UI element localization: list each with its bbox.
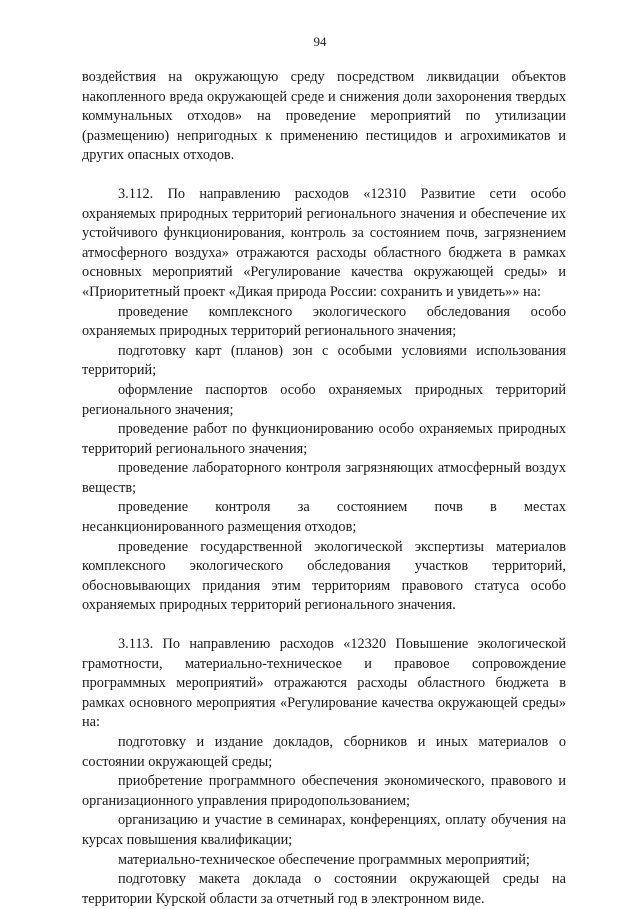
list-item: проведение контроля за состоянием почв в местах несанкционированного размещения отходов;	[82, 499, 566, 536]
list-item: подготовку макета доклада о состоянии окружающей среды на территории Курской области за отчетный год в электронном виде.	[82, 871, 566, 907]
list-item: проведение лабораторного контроля загрязняющих атмосферный воздух веществ;	[82, 460, 566, 496]
list-item: проведение комплексного экологического обследования особо охраняемых природных территорий регионального значения;	[82, 303, 566, 340]
paragraph-section-3-113: 3.113. По направлению расходов «12320 Повышение экологической грамотности, материально-техническое и правовое сопровождение программных мероприятий» отражаются расходы областного бюджета в рамках основного мероприятия «Регулирование качества окружающей среды» на:	[82, 636, 566, 731]
list-item: подготовку и издание докладов, сборников и иных материалов о состоянии окружающей среды;	[82, 734, 566, 770]
list-item: подготовку карт (планов) зон с особыми условиями использования территорий;	[82, 342, 566, 379]
paragraph-continuation: воздействия на окружающую среду посредством ликвидации объектов накопленного вреда окружающей среде и снижения доли захоронения твердых коммунальных отходов» на проведение мероприятий по утилизации (размещению) непригодных к применению пестицидов и агрохимикатов и других опасных отходов.	[82, 69, 566, 164]
paragraph-section-3-112: 3.112. По направлению расходов «12310 Развитие сети особо охраняемых природных территорий регионального значения и обеспечение их устойчивого функционирования, контроль за состоянием почв, загрязнением атмосферного воздуха» отражаются расходы областного бюджета в рамках основных мероприятий «Регулирование качества окружающей среды» и «Приоритетный проект «Дикая природа России: сохранить и увидеть»» на:	[82, 185, 566, 300]
list-item: приобретение программного обеспечения экономического, правового и организационного управления природопользованием;	[82, 773, 566, 809]
list-item: материально-техническое обеспечение программных мероприятий;	[118, 851, 530, 868]
list-item: проведение государственной экологической экспертизы материалов комплексного экологического обследования участков территорий, обосновывающих придания этим территориям правового статуса особо охраняемых природных территорий регионального значения.	[82, 538, 566, 614]
list-item: проведение работ по функционированию особо охраняемых природных территорий регионального значения;	[82, 421, 566, 457]
document-body	[82, 68, 566, 909]
list-item: организацию и участие в семинарах, конференциях, оплату обучения на курсах повышения квалификации;	[82, 812, 566, 848]
list-item: оформление паспортов особо охраняемых природных территорий регионального значения;	[82, 381, 566, 418]
page-number: 94	[313, 34, 327, 49]
